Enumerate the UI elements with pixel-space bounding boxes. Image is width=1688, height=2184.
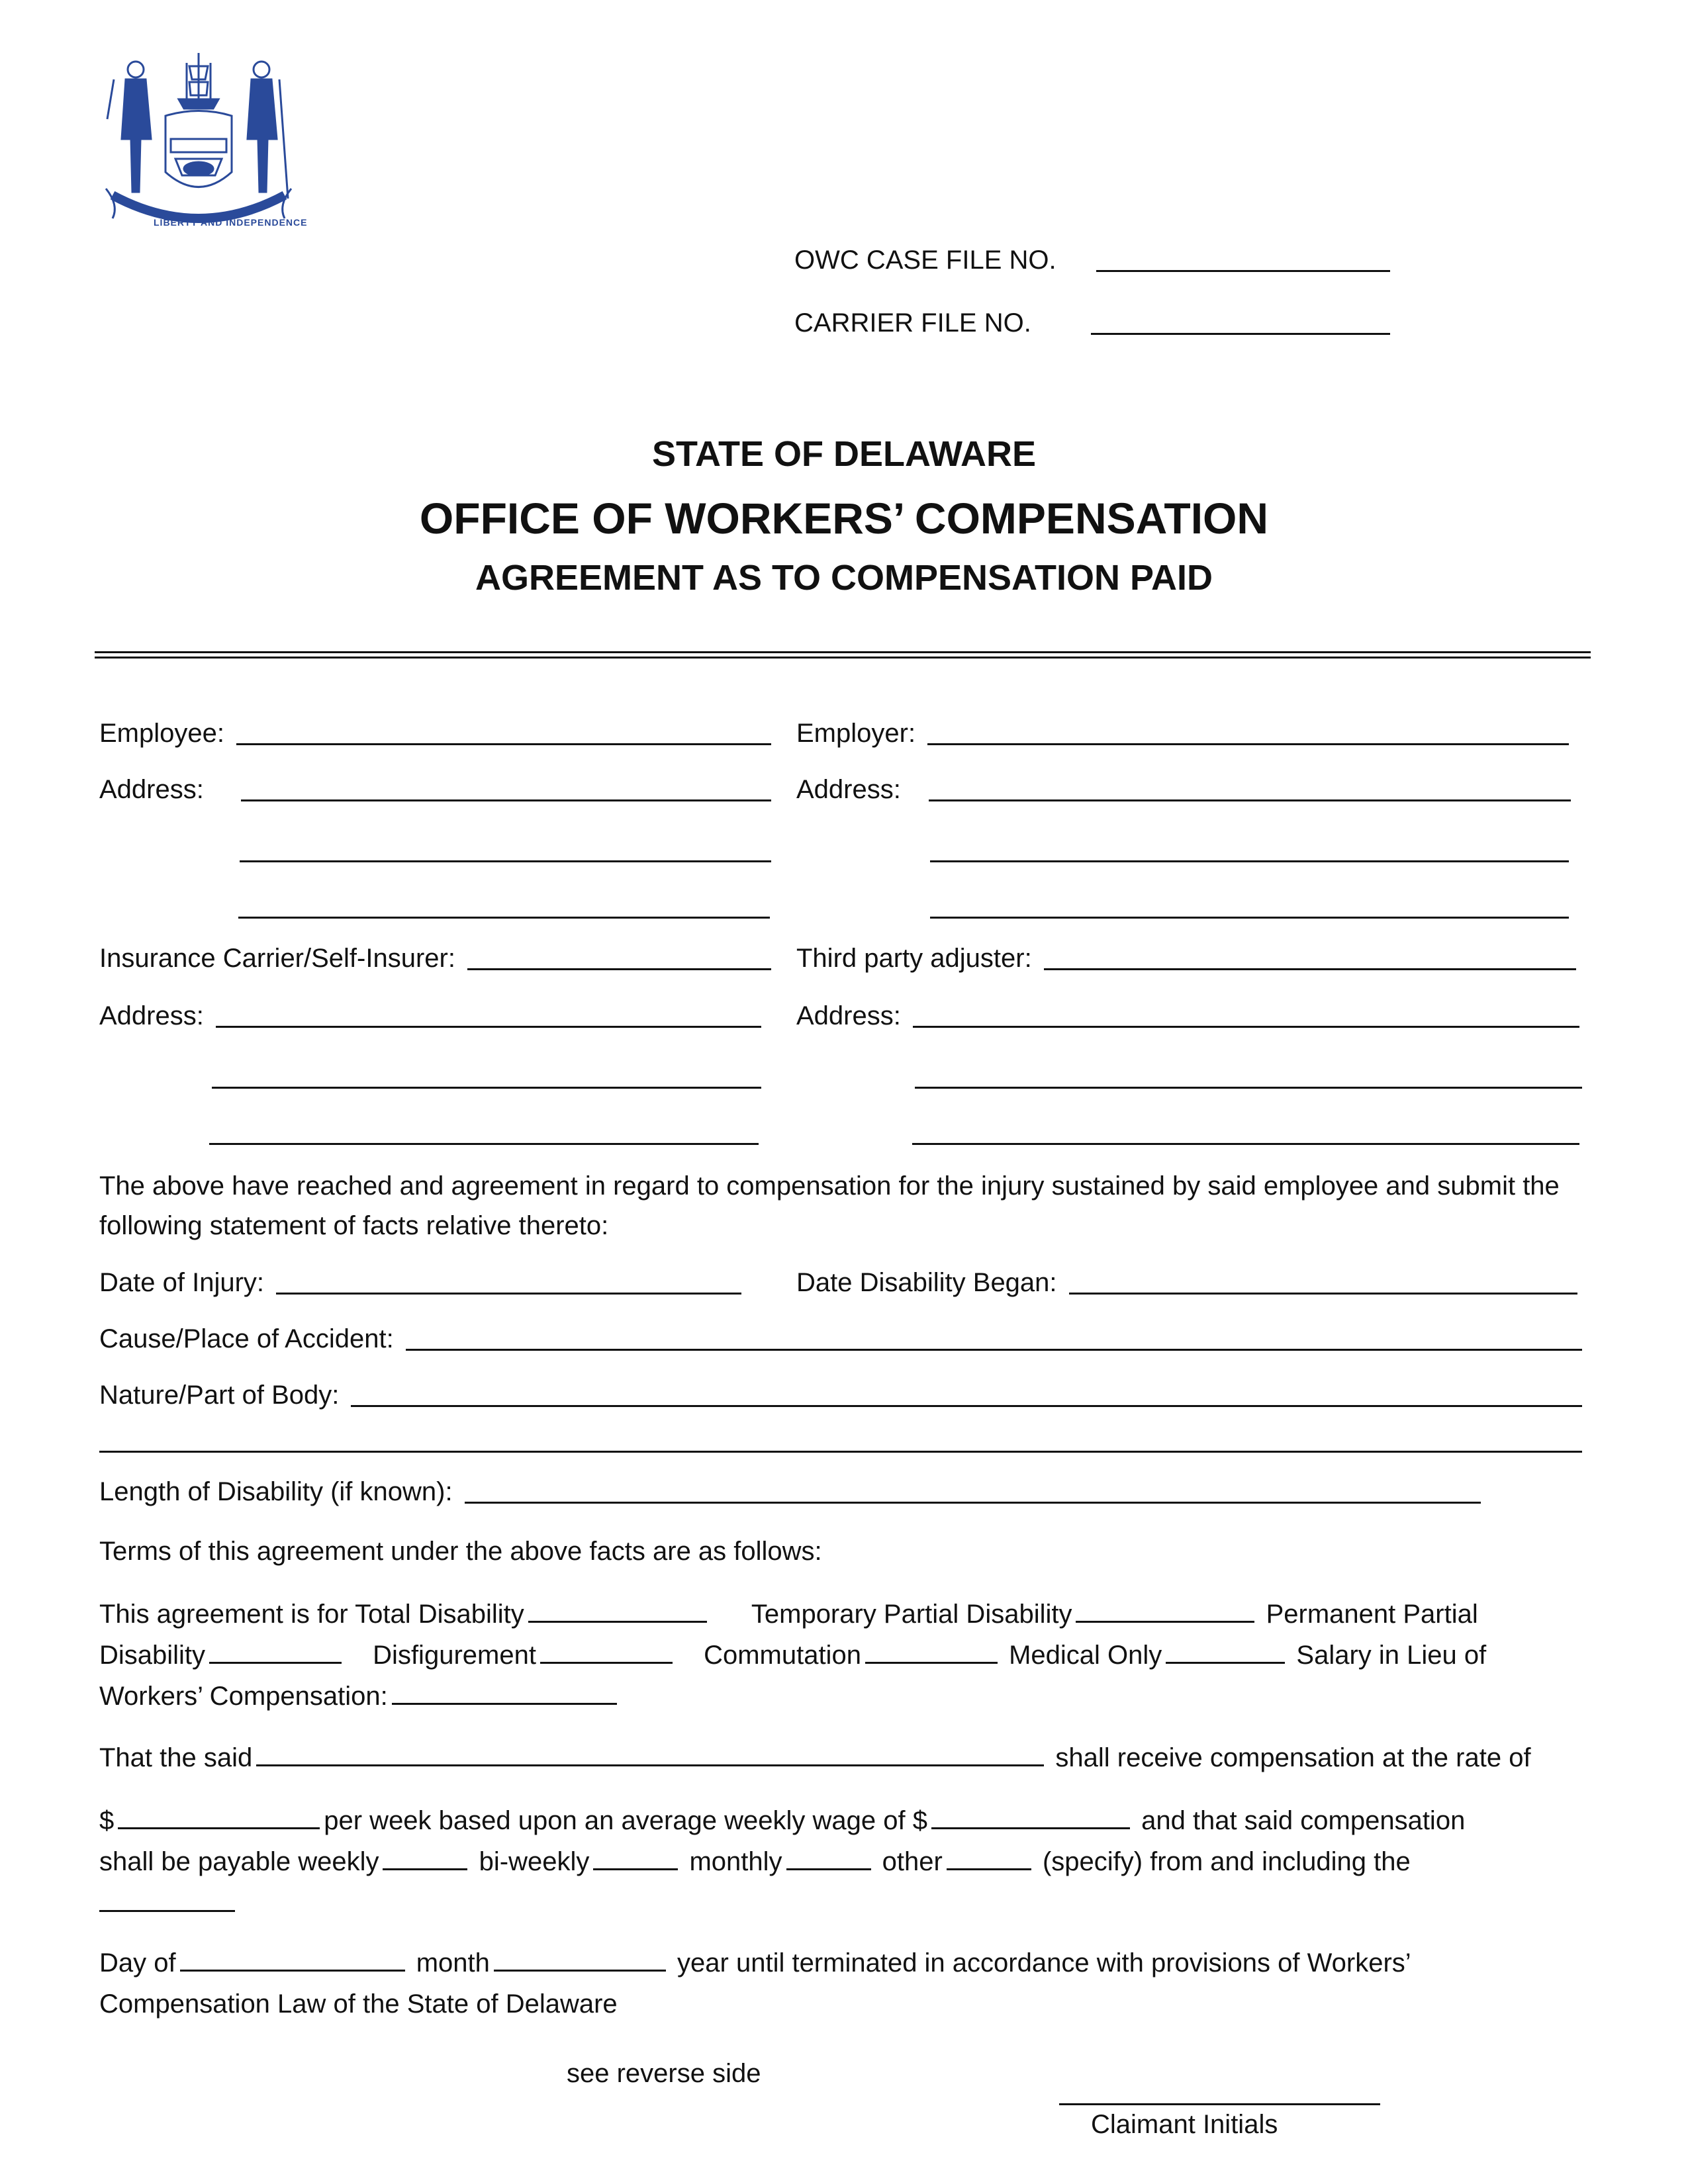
commutation-label: Commutation [704, 1641, 861, 1670]
employee-label: Employee: [99, 719, 224, 748]
other-label: other [882, 1847, 943, 1876]
cause-place-field[interactable] [99, 1320, 1582, 1357]
permanent-partial-label-2: Disability [99, 1641, 206, 1670]
employee-address-input-3[interactable] [238, 917, 770, 919]
other-input[interactable] [947, 1844, 1031, 1870]
weekly-rate-input[interactable] [118, 1803, 320, 1829]
monthly-input[interactable] [786, 1844, 871, 1870]
term-line-2: Compensation Law of the State of Delaware [99, 1989, 618, 2019]
month-label: month [416, 1948, 490, 1978]
date-disability-label: Date Disability Began: [796, 1268, 1057, 1297]
claimant-name-input[interactable] [256, 1741, 1044, 1766]
employer-address-label: Address: [796, 775, 901, 804]
and-that-label: and that said compensation [1141, 1806, 1466, 1835]
owc-case-file-field[interactable] [794, 242, 1390, 279]
salary-lieu-label-2: Workers’ Compensation: [99, 1682, 388, 1711]
adjuster-address-input-2[interactable] [915, 1087, 1582, 1089]
date-disability-field[interactable] [796, 1264, 1577, 1301]
carrier-file-label: CARRIER FILE NO. [794, 308, 1031, 338]
nature-body-field[interactable] [99, 1377, 1582, 1414]
monthly-label: monthly [689, 1847, 782, 1876]
carrier-file-field[interactable] [794, 304, 1390, 341]
date-of-injury-label: Date of Injury: [99, 1268, 265, 1297]
seal-motto: LIBERTY AND INDEPENDENCE [154, 217, 308, 228]
carrier-field[interactable] [99, 940, 771, 977]
employee-address-label: Address: [99, 775, 204, 804]
agreement-line-2 [99, 1635, 1486, 1676]
agreement-line-1 [99, 1594, 1478, 1635]
claimant-initials-label: Claimant Initials [1091, 2110, 1278, 2139]
owc-case-file-input[interactable] [1096, 270, 1390, 272]
permanent-partial-input[interactable] [209, 1638, 342, 1664]
employer-address-field[interactable] [796, 771, 1571, 808]
title-state: STATE OF DELAWARE [652, 434, 1036, 474]
receive-label: shall receive compensation at the rate of [1055, 1743, 1531, 1772]
adjuster-input[interactable] [1044, 968, 1576, 970]
title-agreement: AGREEMENT AS TO COMPENSATION PAID [475, 558, 1213, 598]
carrier-address-input-1[interactable] [216, 1026, 761, 1028]
dollar-sign: $ [99, 1806, 115, 1835]
adjuster-address-input-1[interactable] [913, 1026, 1579, 1028]
adjuster-field[interactable] [796, 940, 1576, 977]
employee-field[interactable] [99, 715, 771, 752]
salary-lieu-label: Salary in Lieu of [1296, 1641, 1487, 1670]
commutation-input[interactable] [865, 1638, 998, 1664]
bi-weekly-input[interactable] [593, 1844, 678, 1870]
rate-line-1 [99, 1737, 1531, 1778]
owc-case-file-label: OWC CASE FILE NO. [794, 246, 1056, 275]
date-of-injury-field[interactable] [99, 1264, 741, 1301]
date-disability-input[interactable] [1069, 1293, 1577, 1295]
medical-only-label: Medical Only [1009, 1641, 1162, 1670]
carrier-file-input[interactable] [1091, 333, 1390, 335]
employer-address-input-3[interactable] [930, 917, 1569, 919]
employer-address-input-2[interactable] [930, 860, 1569, 862]
adjuster-address-field[interactable] [796, 997, 1579, 1034]
temporary-partial-label: Temporary Partial Disability [751, 1600, 1072, 1629]
title-divider-bottom [95, 657, 1591, 659]
adjuster-address-input-3[interactable] [912, 1143, 1579, 1145]
see-reverse-note: see reverse side [567, 2059, 761, 2088]
date-of-injury-input[interactable] [276, 1293, 741, 1295]
payable-weekly-label: shall be payable weekly [99, 1847, 379, 1876]
disfigurement-input[interactable] [540, 1638, 673, 1664]
agreement-line-3 [99, 1676, 621, 1717]
weekly-input[interactable] [383, 1844, 467, 1870]
length-disability-input[interactable] [465, 1502, 1481, 1504]
disfigurement-label: Disfigurement [373, 1641, 536, 1670]
carrier-input[interactable] [467, 968, 771, 970]
term-line-1 [99, 1942, 1411, 1983]
title-office: OFFICE OF WORKERS’ COMPENSATION [419, 494, 1269, 543]
day-input[interactable] [180, 1946, 405, 1972]
bi-weekly-label: bi-weekly [479, 1847, 590, 1876]
length-disability-label: Length of Disability (if known): [99, 1477, 453, 1506]
claimant-initials-input[interactable] [1059, 2103, 1380, 2105]
title-divider [95, 651, 1591, 653]
employer-address-input-1[interactable] [929, 799, 1571, 801]
per-week-label: per week based upon an average weekly wage of $ [324, 1806, 927, 1835]
carrier-address-input-2[interactable] [212, 1087, 761, 1089]
facts-intro: The above have reached and agreement in regard to compensation for the injury sustained by said employee and submit the following statement of facts relative thereto: [99, 1171, 1560, 1240]
medical-only-input[interactable] [1166, 1638, 1285, 1664]
cause-place-label: Cause/Place of Accident: [99, 1324, 394, 1353]
length-disability-field[interactable] [99, 1473, 1481, 1510]
employer-label: Employer: [796, 719, 916, 748]
total-disability-label: This agreement is for Total Disability [99, 1600, 524, 1629]
carrier-address-input-3[interactable] [209, 1143, 759, 1145]
day-of-label: Day of [99, 1948, 176, 1978]
nature-body-input-2[interactable] [99, 1451, 1582, 1453]
adjuster-address-label: Address: [796, 1001, 901, 1030]
nature-body-label: Nature/Part of Body: [99, 1381, 340, 1410]
total-disability-input[interactable] [528, 1597, 707, 1623]
rate-line-3 [99, 1841, 1411, 1882]
start-date-input[interactable] [99, 1910, 235, 1912]
state-seal [99, 40, 308, 232]
permanent-partial-label: Permanent Partial [1266, 1600, 1478, 1629]
year-until-label: year until terminated in accordance with provisions of Workers’ [677, 1948, 1411, 1978]
employer-input[interactable] [927, 743, 1569, 745]
specify-label: (specify) from and including the [1042, 1847, 1411, 1876]
month-input[interactable] [494, 1946, 666, 1972]
nature-body-input[interactable] [351, 1405, 1582, 1407]
employee-address-input-2[interactable] [240, 860, 771, 862]
carrier-address-field[interactable] [99, 997, 761, 1034]
salary-lieu-input[interactable] [392, 1679, 617, 1705]
rate-line-2 [99, 1800, 1465, 1841]
employee-address-input-1[interactable] [241, 799, 771, 801]
that-said-label: That the said [99, 1743, 253, 1772]
employee-input[interactable] [236, 743, 771, 745]
cause-place-input[interactable] [406, 1349, 1582, 1351]
terms-label: Terms of this agreement under the above facts are as follows: [99, 1537, 822, 1566]
carrier-address-label: Address: [99, 1001, 204, 1030]
average-wage-input[interactable] [931, 1803, 1130, 1829]
employer-field[interactable] [796, 715, 1569, 752]
employee-address-field[interactable] [99, 771, 771, 808]
carrier-label: Insurance Carrier/Self-Insurer: [99, 944, 455, 973]
adjuster-label: Third party adjuster: [796, 944, 1032, 973]
delaware-seal-icon [99, 40, 298, 232]
temporary-partial-input[interactable] [1076, 1597, 1254, 1623]
